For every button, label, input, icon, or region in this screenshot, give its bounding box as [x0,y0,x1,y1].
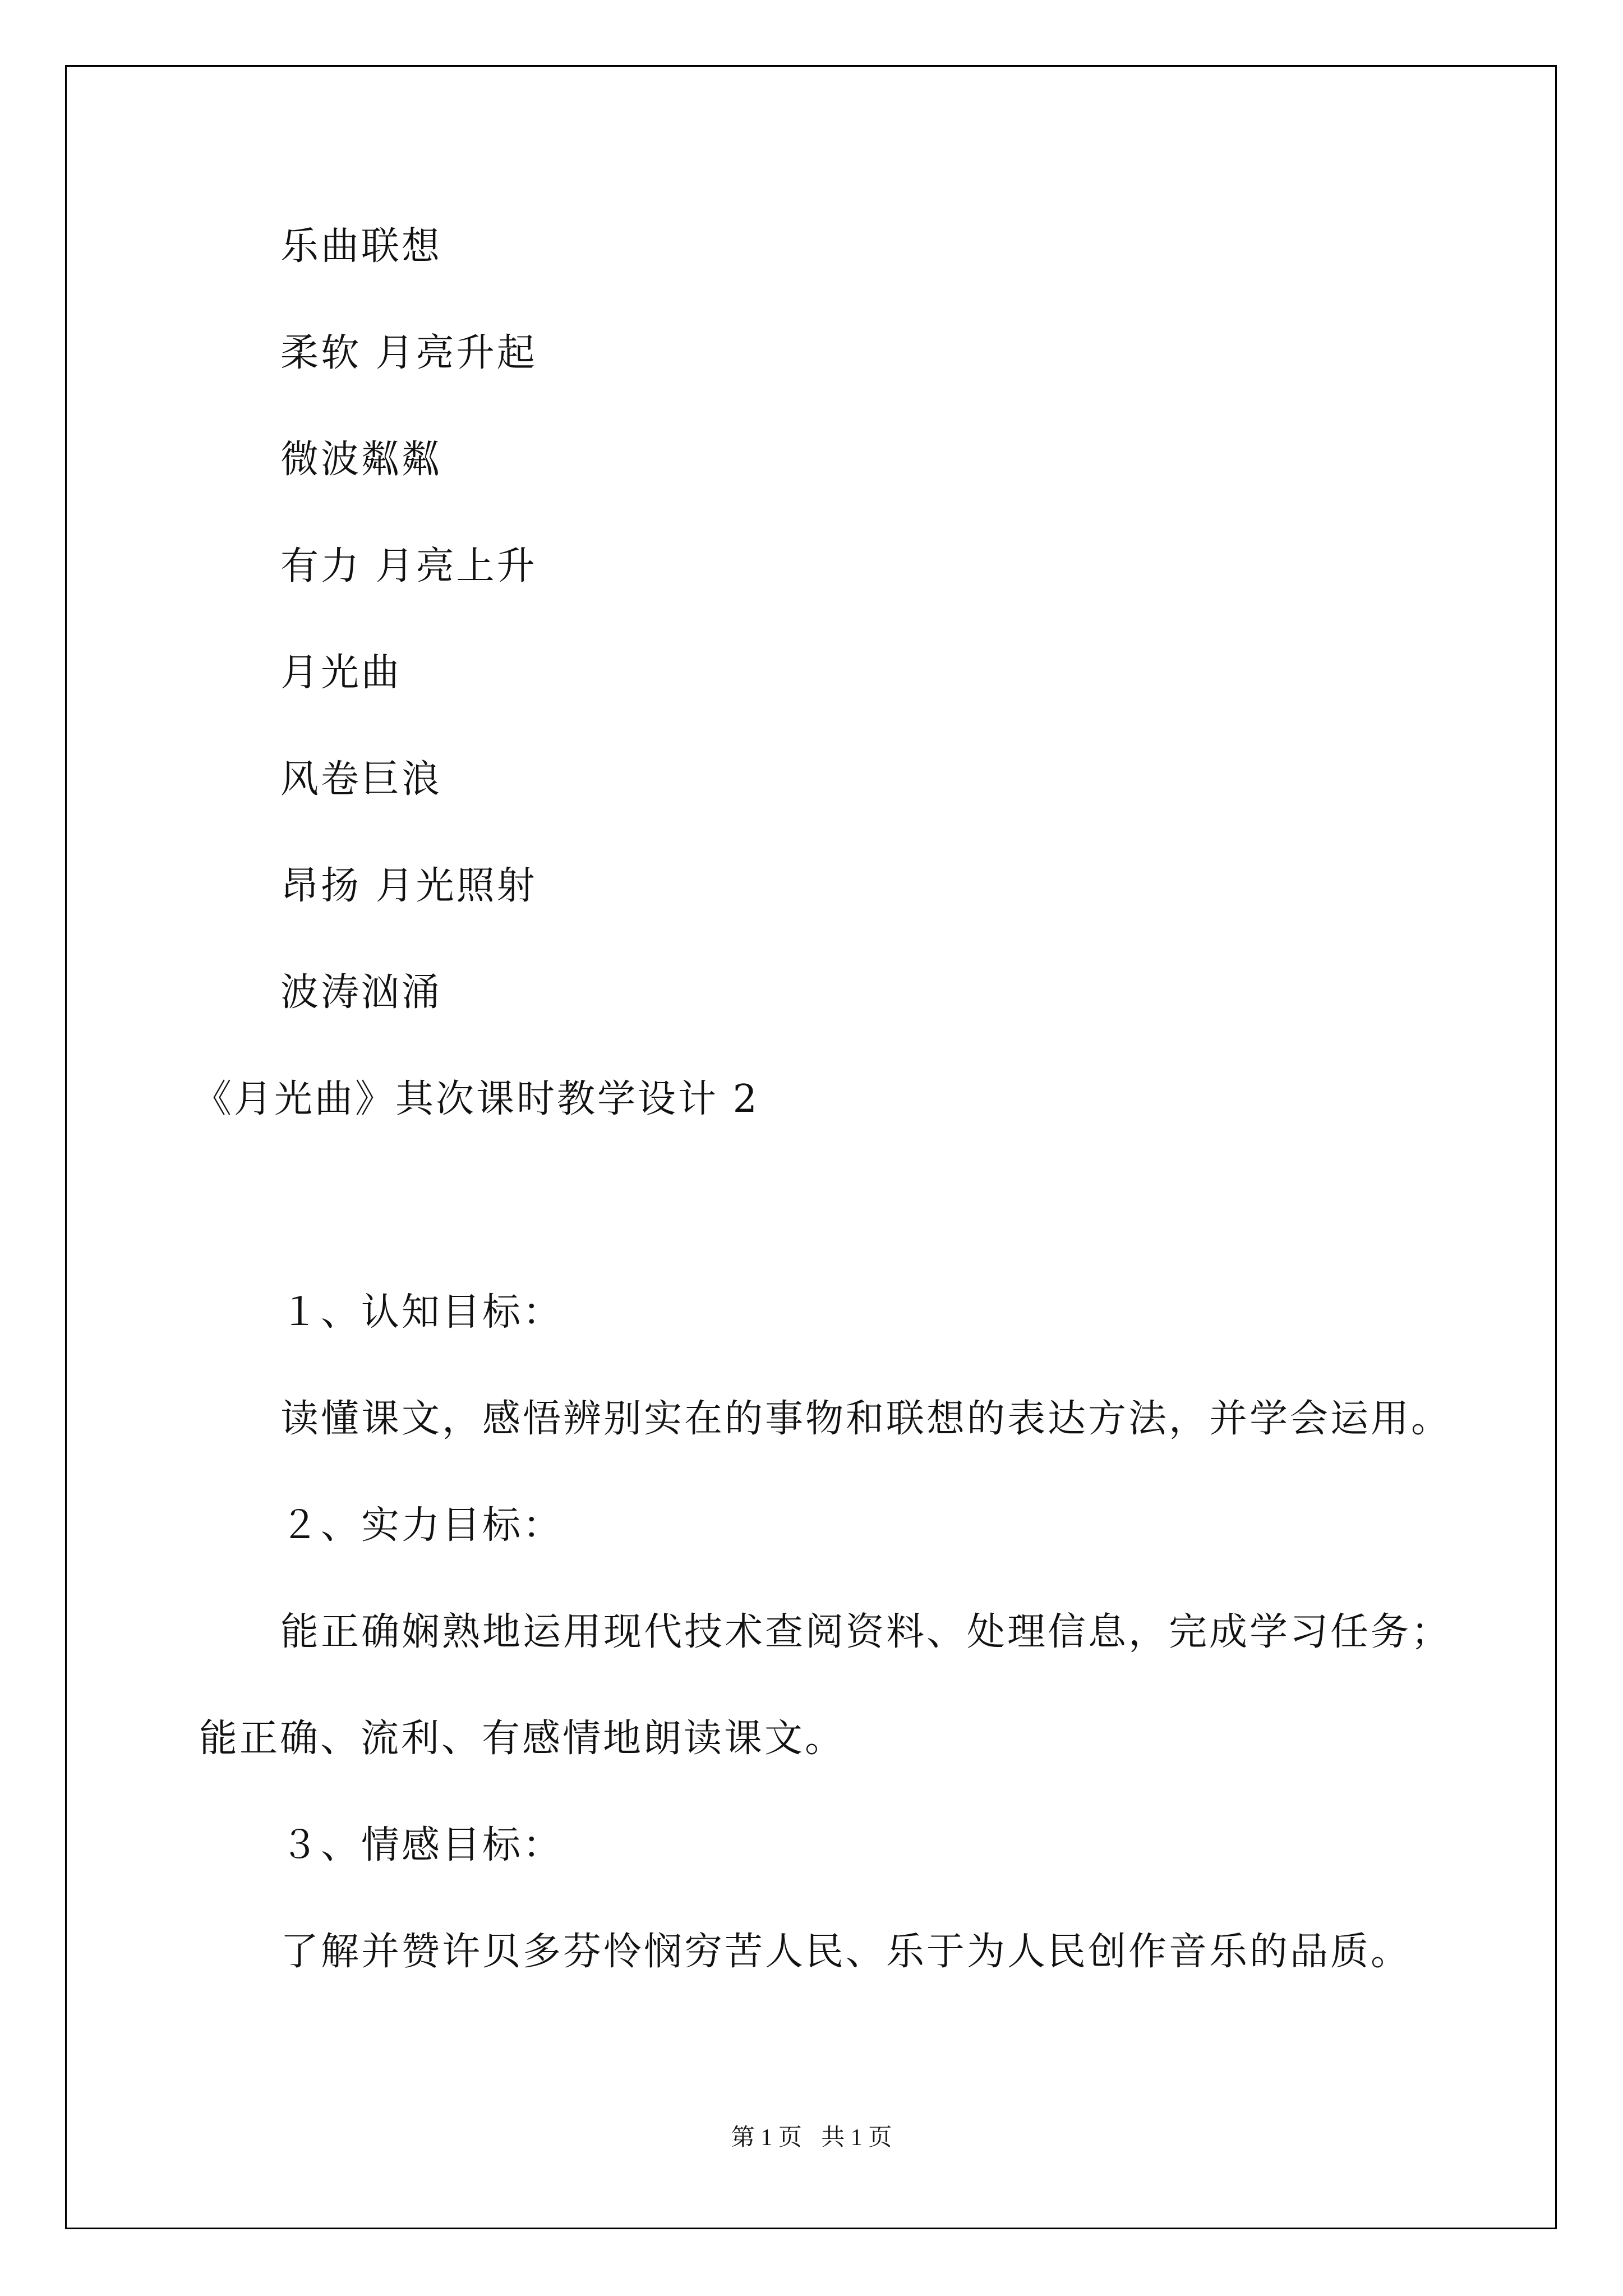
section-heading: 《月光曲》其次课时教学设计 2 [193,1077,759,1121]
objective-heading: ３、情感目标： [280,1823,564,1867]
text-line: 乐曲联想 [280,224,442,269]
page-total: 共 1 页 [821,2125,892,2151]
page-number: 第 1 页 [731,2125,802,2151]
paragraph-text: 能正确、流利、有感情地朗读课文。 [199,1717,846,1761]
text-line: 微波粼粼 [280,438,442,482]
text-line: 柔软 月亮升起 [280,331,537,375]
text-line: 波涛汹涌 [280,970,442,1015]
text-line: 昂扬 月光照射 [280,864,537,908]
objective-heading: ２、实力目标： [280,1503,564,1548]
text-line: 风卷巨浪 [280,757,442,802]
paragraph-text: 能正确娴熟地运用现代技术查阅资料、处理信息，完成学习任务； [280,1610,1452,1654]
text-line: 月光曲 [280,651,402,695]
text-line: 有力 月亮上升 [280,544,537,588]
objective-heading: １、认知目标： [280,1290,564,1335]
page-border [65,65,1557,2229]
paragraph-text: 读懂课文，感悟辨别实在的事物和联想的表达方法，并学会运用。 [280,1397,1452,1441]
paragraph-text: 了解并赞许贝多芬怜悯穷苦人民、乐于为人民创作音乐的品质。 [280,1930,1412,1974]
page-footer [0,2124,1623,2152]
